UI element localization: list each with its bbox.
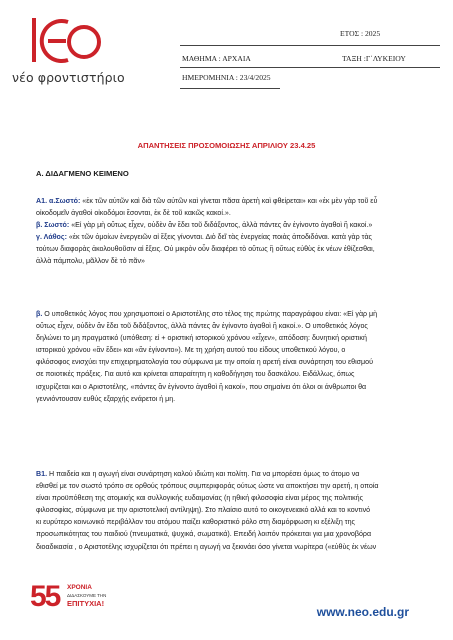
text-line: κι ευρύτερο κοινωνικό περιβάλλον του ατόμου παίζει καθοριστικό ρόλο στη διαμόρφωση κι εξέλιξη της bbox=[36, 518, 355, 527]
answer-b bbox=[36, 308, 420, 405]
section-heading: Α. ΔΙΔΑΓΜΕΝΟ ΚΕΙΜΕΝΟ bbox=[36, 169, 129, 178]
brand-logo bbox=[10, 14, 125, 88]
text-line: προσωπικότητας του παιδιού (πνευματικά, ψυχικά, σωματικά). Επειδή λοιπόν πρόκειται για μια χρονοβόρα bbox=[36, 530, 372, 539]
text-line: οὕτως εἶχεν, οὐδὲν ἂν ἔδει τοῦ διδάξοντος, ἀλλὰ πάντες ἂν ἐγίνοντο ἀγαθοὶ ἢ κακοί.». Ο υποθετικός λόγος bbox=[36, 322, 368, 331]
text-line: δηλώνει το μη πραγματικό (υπόθεση: εἰ + οριστική ιστορικού χρόνου «εἶχεν», απόδοση: δυνητική οριστική bbox=[36, 334, 367, 343]
text-line: β. Ο υποθετικός λόγος που χρησιμοποιεί ο Αριστοτέλης στο τέλος της πρώτης παραγράφου είναι: «Εἰ γὰρ μὴ bbox=[36, 310, 378, 318]
brand-logo-text: νέο φροντιστήριο bbox=[12, 70, 125, 85]
text-line: Α1. α.Σωστό: «ἐκ τῶν αὐτῶν καὶ διὰ τῶν αὐτῶν καὶ γίνεται πᾶσα ἀρετὴ καὶ φθείρεται» και «ἐκ μὲν γὰρ τοῦ εὖ bbox=[36, 197, 378, 205]
header-divider bbox=[180, 67, 440, 68]
text-line: ἀλλὰ πάμπολυ, μᾶλλον δὲ τὸ πᾶν» bbox=[36, 257, 145, 266]
footer-tagline-2: ΕΠΙΤΥΧΙΑ! bbox=[67, 599, 105, 608]
text-line: σε ποιοτικές πράξεις. Για αυτό και κρίνεται απαραίτητη η καθοδήγηση του δασκάλου. Ειδάλλως, όπως bbox=[36, 370, 355, 379]
header-year: ΕΤΟΣ : 2025 bbox=[340, 29, 381, 38]
header-divider bbox=[180, 88, 280, 89]
footer-tagline-1: ΔΙΔΑΣΚΟΥΜΕ ΤΗΝ bbox=[67, 593, 107, 598]
exam-header bbox=[180, 25, 440, 100]
text-line: γεννιόντουσαν ευθύς εξαρχής ενάρετοι ή μη. bbox=[36, 394, 176, 403]
brand-logo-mark-icon bbox=[24, 14, 104, 70]
answer-a1 bbox=[36, 195, 420, 268]
header-exam-date: ΗΜΕΡΟΜΗΝΙΑ : 23/4/2025 bbox=[182, 73, 271, 82]
footer-years-number: 55 bbox=[30, 580, 60, 613]
footer-website-link[interactable]: www.neo.edu.gr bbox=[316, 605, 409, 619]
text-line: διοαδικασία , ο Αριστοτέλης ισχυρίζεται ότι πρέπει η αγωγή να ξεκινάει όσο γίνεται νωρίτερα («εὐθὺς ἐκ νέων bbox=[36, 542, 377, 551]
footer-years-word: ΧΡΟΝΙΑ bbox=[67, 584, 92, 591]
text-line: εθισθεί με τον σωστό τρόπο σε ορθούς τρόπους συμπεριφοράς ούτως ώστε να αποκτήσει την αρετή, η οποία bbox=[36, 482, 379, 491]
text-line: ιστορικού χρόνου «ἂν ἔδει» και «ἂν ἐγίνοντο»). Με τη χρήση αυτού του είδους υποθετικού λόγου, ο bbox=[36, 346, 346, 355]
text-line: οἰκοδομεῖν ἀγαθοὶ οἰκοδόμοι ἔσονται, ἐκ δὲ τοῦ κακῶς κακοί.». bbox=[36, 209, 231, 218]
text-line: Β1. Η παιδεία και η αγωγή είναι συνάρτηση καλού ιδιώτη και πολίτη. Για να μπορέσει όμως το άτομο να bbox=[36, 470, 360, 478]
text-line: είναι προϋπόθεση της ατομικής και συλλογικής ευδαιμονίας (η ηθική φιλοσοφία είναι μέρος της πολιτικής bbox=[36, 494, 364, 503]
footer-anniversary-logo bbox=[30, 582, 120, 622]
text-line: φιλόσοφος ενισχύει την επιχειρηματολογία του σύμφωνα με την οποία η αρετή είναι συνάρτηση του εθισμού bbox=[36, 358, 373, 367]
answer-b1 bbox=[36, 468, 420, 553]
header-subject: ΜΑΘΗΜΑ : ΑΡΧΑΙΑ bbox=[182, 54, 251, 63]
text-line: γ. Λάθος: «ἐκ τῶν ὁμοίων ἐνεργειῶν αἱ ἕξεις γίνονται. Διὸ δεῖ τὰς ἐνεργείας ποιὰς ἀποδιδόναι. κατὰ γὰρ τὰς bbox=[36, 233, 372, 242]
header-class: ΤΑΞΗ :Γ΄ΛΥΚΕΙΟΥ bbox=[342, 54, 406, 63]
text-line: ισχυρίζεται και ο Αριστοτέλης, «πάντες ἂν ἐγίνοντο ἀγαθοὶ ἢ κακοί», που σημαίνει ότι όλοι οι άνθρωποι θα bbox=[36, 382, 367, 391]
text-line: β. Σωστό: «Εἰ γὰρ μὴ οὕτως εἶχεν, οὐδὲν ἂν ἔδει τοῦ διδάξοντος, ἀλλὰ πάντες ἂν ἐγίνοντο ἀγαθοὶ ἢ κακοί.» bbox=[36, 221, 373, 230]
text-line: φιλοσοφίας, σύμφωνα με την αριστοτελική αντίληψη). Στο πλαίσιο αυτό το οικογενειακό αλλά και το κοντινό bbox=[36, 506, 371, 515]
text-line: τούτων διαφορὰς ἀκολουθοῦσιν αἱ ἕξεις. Οὐ μικρὸν οὖν διαφέρει τὸ οὕτως ἢ οὕτως εὐθὺς ἐκ νέων ἐθίζεσθαι, bbox=[36, 245, 375, 254]
header-divider bbox=[180, 45, 440, 46]
page-title: ΑΠΑΝΤΗΣΕΙΣ ΠΡΟΣΟΜΟΙΩΣΗΣ ΑΠΡΙΛΙΟΥ 23.4.25 bbox=[137, 141, 316, 150]
